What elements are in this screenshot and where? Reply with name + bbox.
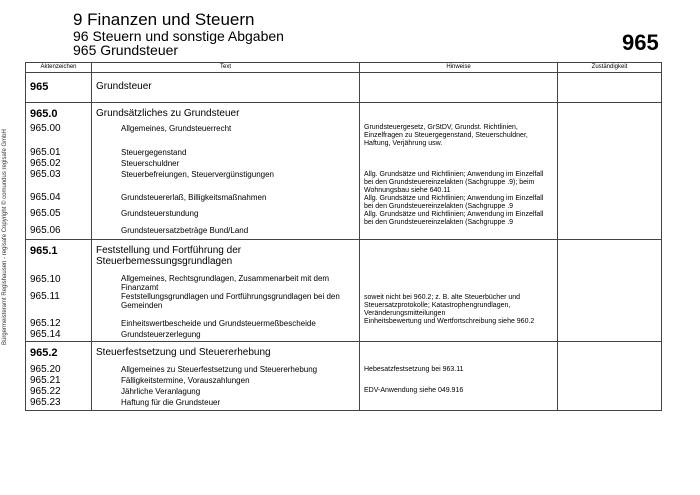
subgroup-title: 965 Grundsteuer bbox=[73, 42, 179, 58]
record-title: Finanzamt bbox=[121, 283, 159, 292]
section-title: Feststellung und Fortführung der bbox=[96, 245, 242, 256]
record-title: Jährliche Veranlagung bbox=[121, 387, 201, 396]
table-header bbox=[26, 63, 662, 73]
record-title: Grundsteuersatzbeträge Bund/Land bbox=[121, 226, 249, 235]
record-code: 965 bbox=[30, 81, 49, 93]
record-code: 965.14 bbox=[30, 329, 61, 340]
record-code: 965.22 bbox=[30, 386, 61, 397]
section-965-1 bbox=[26, 240, 662, 342]
record-title: Steuerbefreiungen, Steuervergünstigungen bbox=[121, 170, 274, 179]
section-title: Steuerbemessungsgrundlagen bbox=[96, 256, 233, 267]
record-title: Grundsteuer bbox=[96, 81, 152, 92]
chapter-title: 9 Finanzen und Steuern bbox=[73, 10, 255, 29]
record-title: Allgemeines, Rechtsgrundlagen, Zusammenarbeit mit dem bbox=[121, 274, 330, 283]
table-row-965 bbox=[26, 73, 662, 103]
record-code: 965.04 bbox=[30, 192, 61, 203]
section-code: 965.2 bbox=[30, 347, 58, 359]
record-code: 965.02 bbox=[30, 158, 61, 169]
column-header-text: Text bbox=[92, 63, 360, 73]
column-header-aktenzeichen: Aktenzeichen bbox=[26, 63, 92, 73]
record-note: Einheitsbewertung und Wertfortschreibung siehe 960.2 bbox=[364, 318, 535, 325]
record-code: 965.05 bbox=[30, 208, 61, 219]
record-code: 965.01 bbox=[30, 147, 61, 158]
record-note: soweit nicht bei 960.2; z. B. alte Steuerbücher und bbox=[364, 294, 521, 301]
record-note: bei den Grundsteuereinzelakten (Sachgruppe .9 bbox=[364, 203, 514, 210]
record-note: Allg. Grundsätze und Richtlinien; Anwendung im Einzelfall bbox=[364, 195, 544, 202]
copyright-text: Bürgermeisteramt Regishausen - regisafe Copyright © comundus regisafe GmbH bbox=[2, 129, 8, 345]
record-code: 965.20 bbox=[30, 364, 61, 375]
column-header-zustaendigkeit: Zuständigkeit bbox=[558, 63, 662, 73]
record-note: Allg. Grundsätze und Richtlinien; Anwendung im Einzelfall bbox=[364, 211, 544, 218]
record-code: 965.23 bbox=[30, 397, 61, 408]
section-title: Steuerfestsetzung und Steuererhebung bbox=[96, 347, 271, 358]
section-965-2 bbox=[26, 342, 662, 411]
record-code: 965.10 bbox=[30, 274, 61, 285]
record-note: bei den Grundsteuereinzelakten (Sachgruppe .9 bbox=[364, 219, 514, 226]
record-title: Allgemeines, Grundsteuerrecht bbox=[121, 124, 232, 133]
record-code: 965.12 bbox=[30, 318, 61, 329]
page-code: 965 bbox=[622, 30, 659, 55]
section-title: Grundsätzliches zu Grundsteuer bbox=[96, 108, 240, 119]
record-code: 965.00 bbox=[30, 123, 61, 134]
record-note: Einzelfragen zu Steuergegenstand, Steuerschuldner, bbox=[364, 132, 528, 139]
column-header-hinweise: Hinweise bbox=[360, 63, 558, 73]
section-965-0 bbox=[26, 103, 662, 240]
record-note: Wohnungsbau siehe 640.11 bbox=[364, 187, 451, 194]
record-title: Feststellungsgrundlagen und Fortführungsgrundlagen bei den bbox=[121, 292, 340, 301]
record-note: Allg. Grundsätze und Richtlinien; Anwendung im Einzelfall bbox=[364, 171, 544, 178]
record-note: Veränderungsmitteilungen bbox=[364, 310, 446, 317]
record-code: 965.06 bbox=[30, 225, 61, 236]
record-code: 965.03 bbox=[30, 169, 61, 180]
record-note: Hebesatzfestsetzung bei 963.11 bbox=[364, 366, 464, 373]
record-note: Haftung, Verjährung usw. bbox=[364, 140, 443, 147]
records-table bbox=[25, 62, 662, 411]
record-title: Fälligkeitstermine, Vorauszahlungen bbox=[121, 376, 250, 385]
group-title: 96 Steuern und sonstige Abgaben bbox=[73, 28, 284, 44]
record-title: Einheitswertbescheide und Grundsteuermeßbescheide bbox=[121, 319, 316, 328]
record-note: EDV-Anwendung siehe 049.916 bbox=[364, 387, 464, 394]
record-note: bei den Grundsteuereinzelakten (Sachgruppe .9); beim bbox=[364, 179, 535, 186]
record-title: Gemeinden bbox=[121, 301, 163, 310]
record-title: Steuergegenstand bbox=[121, 148, 187, 157]
record-title: Grundsteuererlaß, Billigkeitsmaßnahmen bbox=[121, 193, 267, 202]
record-code: 965.11 bbox=[30, 291, 60, 302]
record-title: Allgemeines zu Steuerfestsetzung und Steuererhebung bbox=[121, 365, 318, 374]
record-note: Grundsteuergesetz, GrStDV, Grundst. Richtlinien, bbox=[364, 124, 518, 131]
record-title: Grundsteuerstundung bbox=[121, 209, 199, 218]
record-title: Haftung für die Grundsteuer bbox=[121, 398, 221, 407]
record-title: Grundsteuerzerlegung bbox=[121, 330, 201, 339]
section-code: 965.1 bbox=[30, 245, 58, 257]
record-note: Steuersatzprotokolle; Katastrophengrundlagen, bbox=[364, 302, 511, 309]
section-code: 965.0 bbox=[30, 108, 58, 120]
record-code: 965.21 bbox=[30, 375, 61, 386]
record-title: Steuerschuldner bbox=[121, 159, 180, 168]
